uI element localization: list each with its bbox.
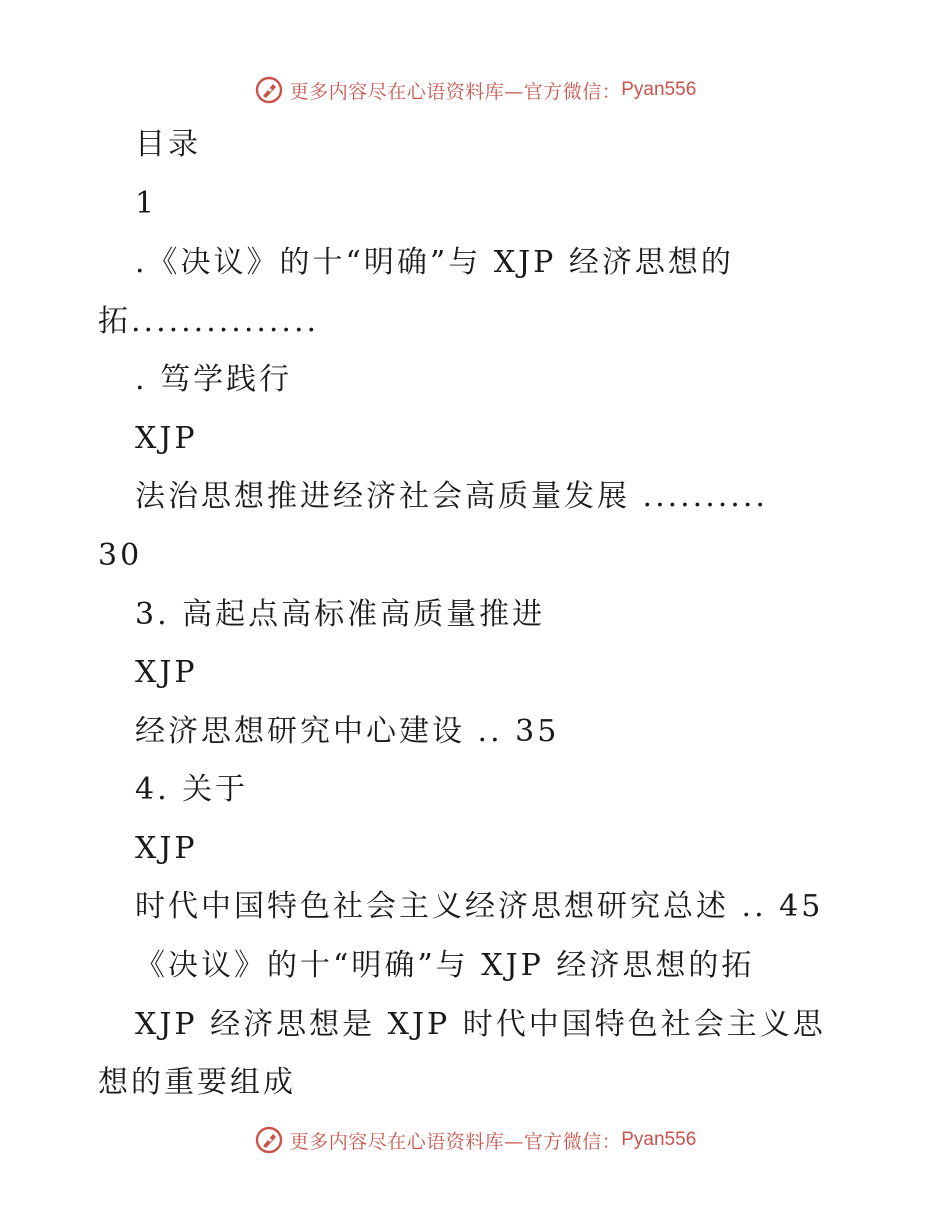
watermark-text: 更多内容尽在心语资料库—官方微信： <box>289 80 622 103</box>
toc-line: 法治思想推进经济社会高质量发展 .......... <box>135 479 768 514</box>
toc-page-number: 30 <box>98 538 143 573</box>
toc-line: 经济思想研究中心建设 .. 35 <box>135 714 560 749</box>
pen-nib-logo-icon <box>254 1125 284 1155</box>
body-text: 想的重要组成 <box>98 1065 296 1100</box>
watermark-text: 更多内容尽在心语资料库—官方微信： <box>289 1130 622 1153</box>
toc-heading: 目录 <box>135 127 201 162</box>
toc-line: 1 <box>135 186 158 221</box>
body-text: XJP 经济思想是 XJP 时代中国特色社会主义思 <box>135 1007 826 1042</box>
watermark-wechat-id: Pyan556 <box>621 79 697 100</box>
pen-nib-logo-icon <box>254 75 284 105</box>
header-watermark <box>0 70 950 110</box>
toc-line: 拓............... <box>98 304 320 339</box>
toc-line: 时代中国特色社会主义经济思想研究总述 .. 45 <box>135 889 824 924</box>
toc-line: XJP <box>135 831 198 866</box>
footer-watermark <box>0 1120 950 1160</box>
toc-line: . 笃学践行 <box>135 362 293 397</box>
toc-line: 4. 关于 <box>135 772 249 807</box>
toc-line: 3. 高起点高标准高质量推进 <box>135 597 546 632</box>
toc-line: XJP <box>135 655 198 690</box>
watermark-wechat-id: Pyan556 <box>621 1129 697 1150</box>
toc-line: XJP <box>135 421 198 456</box>
section-title: 《决议》的十“明确”与 XJP 经济思想的拓 <box>135 948 755 983</box>
toc-line: .《决议》的十“明确”与 XJP 经济思想的 <box>135 245 734 280</box>
